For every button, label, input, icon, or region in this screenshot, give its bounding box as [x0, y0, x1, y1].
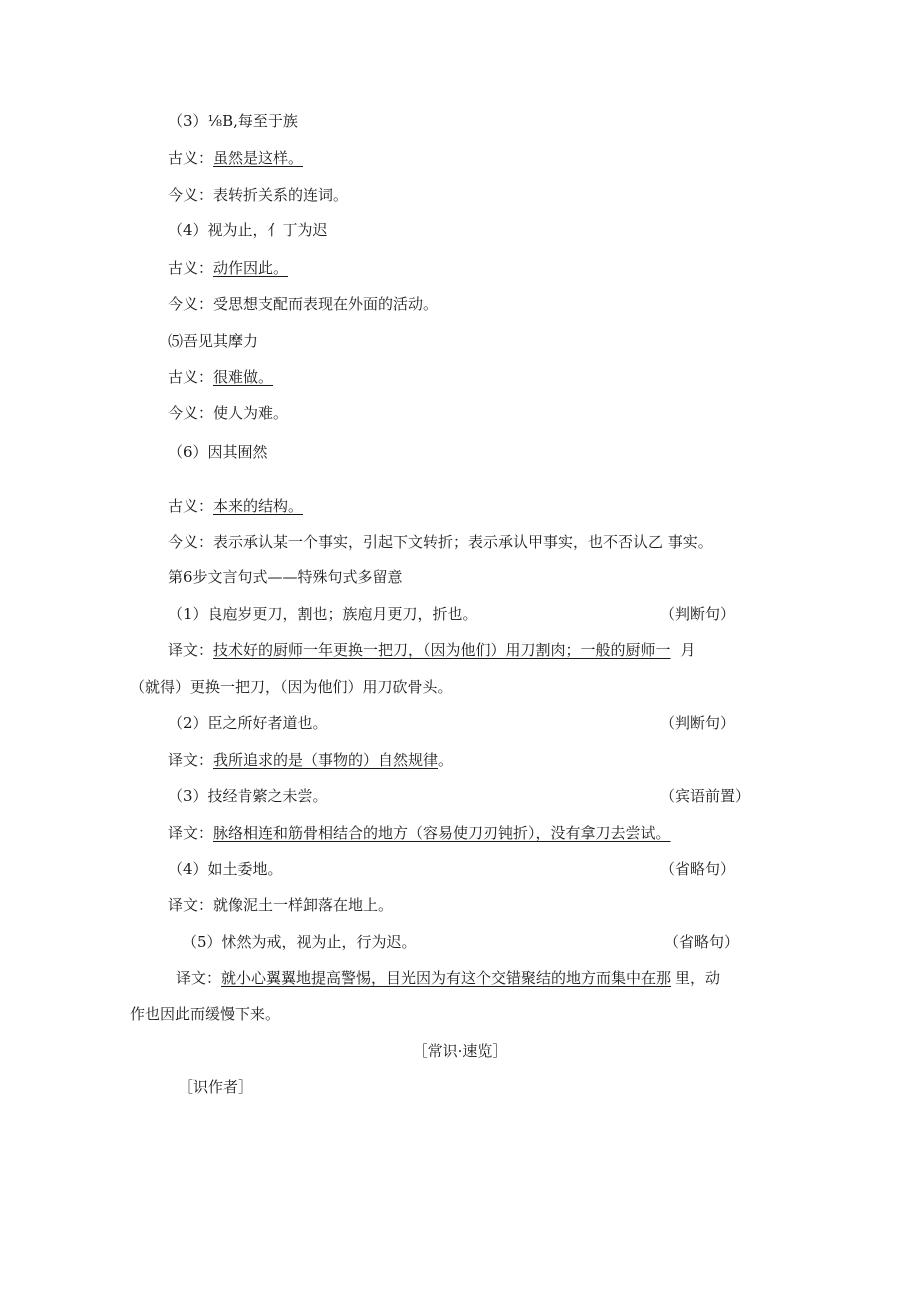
modern-label: 今义：: [168, 295, 214, 313]
modern-label: 今义：: [168, 533, 214, 551]
translation-text: 就像泥土一样卸落在地上。: [213, 896, 394, 914]
sentence-type-1: （判断句）: [660, 605, 736, 623]
step6-heading: 第6步文言句式——特殊句式多留意: [168, 568, 403, 586]
ancient-meaning-row: [168, 367, 273, 387]
ancient-meaning: 虽然是这样。: [213, 149, 304, 167]
sentence-3: （3）技经肯綮之未尝。: [168, 787, 328, 805]
ancient-label: 古义：: [168, 149, 214, 167]
translation-5-line1: [176, 968, 720, 988]
ancient-meaning-row: [168, 148, 303, 168]
translation-text: 就小心翼翼地提高警惕，目光因为有这个交错聚结的地方而集中在那: [221, 969, 672, 987]
modern-meaning-row: [168, 532, 713, 552]
sentence-4: （4）如土委地。: [168, 860, 283, 878]
sentence-type-4: （省略句）: [660, 860, 736, 878]
translation-5-line2: 作也因此而缓慢下来。: [130, 1005, 281, 1023]
modern-meaning: 受思想支配而表现在外面的活动。: [213, 295, 439, 313]
translation-1-line1: [168, 640, 696, 660]
translation-label: 译文：: [168, 641, 214, 659]
ancient-meaning-row: [168, 496, 303, 516]
ancient-meaning: 很难做。: [213, 368, 274, 386]
modern-meaning: 使人为难。: [213, 404, 289, 422]
translation-text: 技术好的厨师一年更换一把刀，（因为他们）用刀割肉；一般的厨师一: [213, 641, 671, 659]
sentence-1: （1）良庖岁更刀，割也；族庖月更刀，折也。: [168, 605, 478, 623]
sentence-type-3: （宾语前置）: [660, 787, 751, 805]
ancient-meaning-row: [168, 258, 288, 278]
common-knowledge-heading: ［常识·速览］: [412, 1042, 508, 1060]
translation-tail: 里，动: [675, 969, 721, 987]
sentence-5: （5）怵然为戒，视为止，行为迟。: [182, 933, 417, 951]
translation-label: 译文：: [168, 824, 214, 842]
translation-4: [168, 895, 393, 915]
sentence-type-5: （省略句）: [664, 933, 740, 951]
sentence-type-2: （判断句）: [660, 714, 736, 732]
phrase-5: ⑸吾见其摩力: [168, 332, 259, 350]
modern-meaning: 表示承认某一个事实，引起下文转折；表示承认甲事实，也不否认乙 事实。: [213, 533, 713, 551]
modern-meaning-row: [168, 294, 438, 314]
modern-meaning: 表转折关系的连词。: [213, 186, 349, 204]
translation-tail: 。: [438, 751, 454, 769]
translation-text: 脉络相连和筋骨相结合的地方（容易使刀刃钝折），没有拿刀去尝试。: [213, 824, 671, 842]
modern-label: 今义：: [168, 404, 214, 422]
translation-label: 译文：: [168, 751, 214, 769]
phrase-3: （3）⅛B,每至于族: [168, 112, 298, 130]
translation-1-line2: （就得）更换一把刀，（因为他们）用刀砍骨头。: [130, 678, 453, 696]
know-author-heading: ［识作者］: [178, 1078, 254, 1096]
translation-tail: 月: [680, 641, 696, 659]
phrase-6: （6）因其囿然: [168, 443, 268, 461]
modern-meaning-row: [168, 403, 288, 423]
sentence-2: （2）臣之所好者道也。: [168, 714, 328, 732]
ancient-label: 古义：: [168, 368, 214, 386]
translation-label: 译文：: [168, 896, 214, 914]
ancient-label: 古义：: [168, 497, 214, 515]
ancient-meaning: 本来的结构。: [213, 497, 304, 515]
ancient-label: 古义：: [168, 259, 214, 277]
phrase-4: （4）视为止，亻丁为迟: [168, 221, 328, 239]
translation-3: [168, 823, 671, 843]
modern-label: 今义：: [168, 186, 214, 204]
modern-meaning-row: [168, 185, 348, 205]
translation-label: 译文：: [176, 969, 222, 987]
translation-2: [168, 750, 453, 770]
translation-text: 我所追求的是（事物的）自然规律: [213, 751, 439, 769]
ancient-meaning: 动作因此。: [213, 259, 289, 277]
